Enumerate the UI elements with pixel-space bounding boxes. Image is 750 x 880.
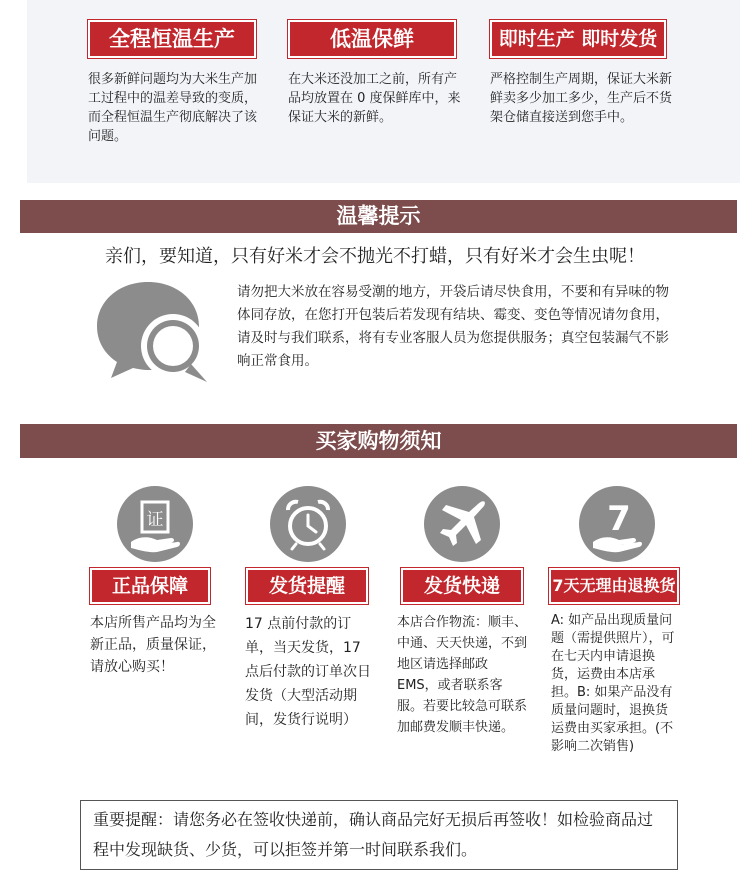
- express-delivery-text: 本店合作物流：顺丰、中通、天天快递，不到地区请选择邮政 EMS，或者联系客服。若要比较急可联系加邮费发顺丰快递。: [397, 615, 528, 735]
- alarm-clock-icon: [270, 486, 346, 562]
- feature-title: 全程恒温生产: [88, 20, 256, 58]
- tips-headline: 亲们，要知道，只有好米才会不抛光不打蜡，只有好米才会生虫呢！: [105, 246, 645, 267]
- svg-text:证: 证: [146, 510, 164, 530]
- express-delivery-tag: 发货快递: [401, 568, 523, 604]
- feature-constant-temperature: [88, 20, 278, 146]
- feature-title: 低温保鲜: [288, 20, 456, 58]
- feature-title: 即时生产 即时发货: [490, 20, 666, 58]
- certificate-hand-icon: [117, 486, 193, 562]
- tips-banner: 温馨提示: [20, 200, 737, 233]
- genuine-guarantee-tag: 正品保障: [90, 568, 210, 604]
- feature-low-temperature: [288, 20, 478, 127]
- genuine-guarantee-text: 本店所售产品均为全新正品，质量保证，请放心购买！: [90, 615, 216, 675]
- airplane-icon: [424, 486, 500, 562]
- shipping-reminder-text: 17 点前付款的订单，当天发货，17 点后付款的订单次日发货（大型活动期间，发货行说明）: [245, 616, 371, 728]
- seven-day-hand-icon: [579, 486, 655, 562]
- tips-body: 请勿把大米放在容易受潮的地方，开袋后请尽快食用，不要和有异味的物体同存放，在您打开包装后若发现有结块、霉变、变色等情况请勿食用，请及时与我们联系，将有专业客服人员为您提供服务；真空包装漏气不影响正常食用。: [237, 284, 669, 369]
- seven-day-return-text: A: 如产品出现质量问题（需提供照片），可在七天内申请退换货，运费由本店承担。B: 如果产品没有质量问题时，退换货运费由买家承担。(不影响二次销售): [551, 613, 675, 754]
- shipping-reminder-tag: 发货提醒: [246, 568, 368, 604]
- notice-banner: 买家购物须知: [20, 424, 737, 458]
- feature-instant-production: [490, 20, 680, 127]
- feature-desc: 很多新鲜问题均为大米生产加工过程中的温差导致的变质，而全程恒温生产彻底解决了该问题。: [88, 72, 258, 144]
- important-reminder: 重要提醒：请您务必在签收快递前，确认商品完好无损后再签收！如检验商品过程中发现缺货、少货，可以拒签并第一时间联系我们。: [80, 800, 678, 870]
- feature-desc: 严格控制生产周期，保证大米新鲜卖多少加工多少，生产后不货架仓储直接送到您手中。: [490, 72, 673, 125]
- svg-text:7: 7: [607, 499, 631, 539]
- feature-desc: 在大米还没加工之前，所有产品均放置在 0 度保鲜库中，来保证大米的新鲜。: [288, 72, 461, 125]
- speech-bubble-icon: [93, 270, 213, 390]
- seven-day-return-tag: 7天无理由退换货: [549, 568, 679, 604]
